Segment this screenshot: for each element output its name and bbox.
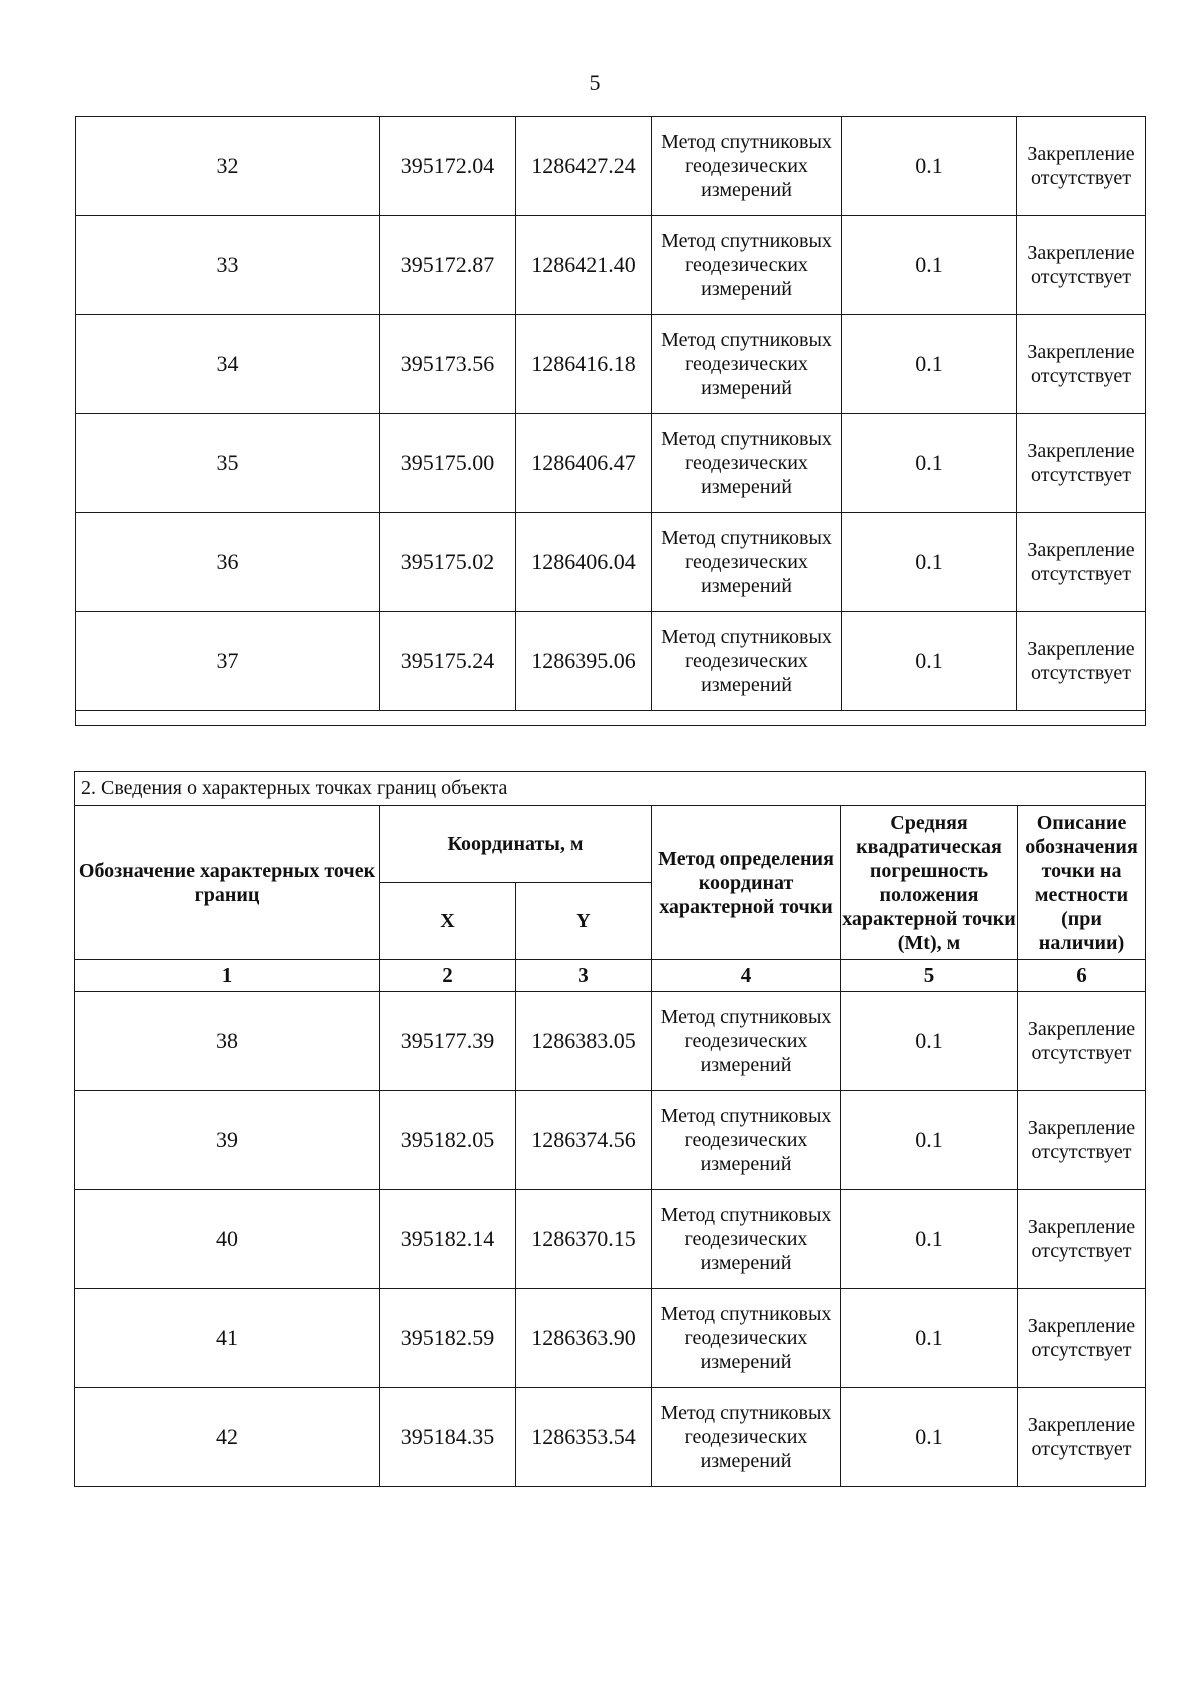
boundary-points-table (74, 771, 1146, 1487)
cell-mean-error: 0.1 (841, 1289, 1018, 1388)
cell-mean-error: 0.1 (842, 117, 1017, 216)
cell-method: Метод спутниковых геодезических измерений (652, 315, 842, 414)
cell-point-designation: 39 (75, 1091, 380, 1190)
cell-description: Закрепление отсутствует (1018, 1388, 1146, 1487)
cell-coord-x: 395172.87 (380, 216, 516, 315)
cell-coord-x: 395173.56 (380, 315, 516, 414)
cell-coord-x: 395175.02 (380, 513, 516, 612)
cell-description: Закрепление отсутствует (1017, 315, 1146, 414)
cell-mean-error: 0.1 (842, 315, 1017, 414)
cell-coord-y: 1286427.24 (516, 117, 652, 216)
cell-description: Закрепление отсутствует (1018, 1190, 1146, 1289)
cell-method: Метод спутниковых геодезических измерений (652, 1388, 841, 1487)
cell-coord-x: 395177.39 (380, 992, 516, 1091)
cell-point-designation: 32 (76, 117, 380, 216)
cell-method: Метод спутниковых геодезических измерений (652, 414, 842, 513)
cell-mean-error: 0.1 (842, 414, 1017, 513)
cell-coord-y: 1286353.54 (516, 1388, 652, 1487)
cell-point-designation: 40 (75, 1190, 380, 1289)
cell-description: Закрепление отсутствует (1017, 513, 1146, 612)
cell-method: Метод спутниковых геодезических измерений (652, 992, 841, 1091)
cell-mean-error: 0.1 (842, 216, 1017, 315)
cell-description: Закрепление отсутствует (1018, 1091, 1146, 1190)
cell-coord-x: 395175.00 (380, 414, 516, 513)
cell-coord-y: 1286421.40 (516, 216, 652, 315)
column-numbers-row (75, 960, 1146, 992)
table-row (75, 1289, 1146, 1388)
cell-coord-y: 1286406.47 (516, 414, 652, 513)
cell-coord-y: 1286374.56 (516, 1091, 652, 1190)
cell-coord-x: 395182.14 (380, 1190, 516, 1289)
cell-point-designation: 36 (76, 513, 380, 612)
cell-coord-y: 1286406.04 (516, 513, 652, 612)
column-number: 2 (380, 960, 516, 992)
cell-point-designation: 37 (76, 612, 380, 711)
table-caption: 2. Сведения о характерных точках границ объекта (75, 772, 1146, 806)
table-row (76, 414, 1146, 513)
table-row (75, 1388, 1146, 1487)
table-row (75, 1190, 1146, 1289)
cell-coord-x: 395184.35 (380, 1388, 516, 1487)
cell-description: Закрепление отсутствует (1017, 414, 1146, 513)
table-row (75, 1091, 1146, 1190)
column-number: 3 (516, 960, 652, 992)
cell-coord-y: 1286416.18 (516, 315, 652, 414)
cell-mean-error: 0.1 (841, 992, 1018, 1091)
column-number: 5 (841, 960, 1018, 992)
table-body (76, 117, 1146, 711)
cell-mean-error: 0.1 (841, 1388, 1018, 1487)
table-row (76, 315, 1146, 414)
cell-coord-x: 395172.04 (380, 117, 516, 216)
cell-coord-y: 1286363.90 (516, 1289, 652, 1388)
cell-method: Метод спутниковых геодезических измерений (652, 513, 842, 612)
cell-point-designation: 34 (76, 315, 380, 414)
table-spacer-row (76, 711, 1146, 726)
table-body (75, 992, 1146, 1487)
cell-mean-error: 0.1 (842, 513, 1017, 612)
header-mean-error: Средняя квадратическая погрешность положения характерной точки (Mt), м (841, 806, 1018, 960)
table-row (76, 513, 1146, 612)
cell-method: Метод спутниковых геодезических измерений (652, 1190, 841, 1289)
cell-point-designation: 33 (76, 216, 380, 315)
column-number: 4 (652, 960, 841, 992)
column-number: 6 (1018, 960, 1146, 992)
cell-method: Метод спутниковых геодезических измерений (652, 216, 842, 315)
table-row (76, 117, 1146, 216)
cell-method: Метод спутниковых геодезических измерений (652, 117, 842, 216)
table-row (76, 612, 1146, 711)
cell-mean-error: 0.1 (841, 1190, 1018, 1289)
header-x: X (380, 883, 516, 960)
boundary-points-table-continued (75, 116, 1146, 726)
cell-point-designation: 41 (75, 1289, 380, 1388)
cell-description: Закрепление отсутствует (1017, 117, 1146, 216)
header-method: Метод определения координат характерной точки (652, 806, 841, 960)
column-number: 1 (75, 960, 380, 992)
cell-method: Метод спутниковых геодезических измерений (652, 1091, 841, 1190)
cell-coord-x: 395182.05 (380, 1091, 516, 1190)
cell-method: Метод спутниковых геодезических измерений (652, 1289, 841, 1388)
header-row (75, 806, 1146, 883)
cell-description: Закрепление отсутствует (1017, 216, 1146, 315)
header-coordinates: Координаты, м (380, 806, 652, 883)
table-row (76, 216, 1146, 315)
cell-coord-y: 1286370.15 (516, 1190, 652, 1289)
cell-method: Метод спутниковых геодезических измерений (652, 612, 842, 711)
header-y: Y (516, 883, 652, 960)
cell-description: Закрепление отсутствует (1018, 992, 1146, 1091)
cell-coord-x: 395175.24 (380, 612, 516, 711)
cell-mean-error: 0.1 (842, 612, 1017, 711)
cell-point-designation: 35 (76, 414, 380, 513)
cell-description: Закрепление отсутствует (1017, 612, 1146, 711)
table-caption-row (75, 772, 1146, 806)
cell-description: Закрепление отсутствует (1018, 1289, 1146, 1388)
cell-coord-y: 1286383.05 (516, 992, 652, 1091)
cell-coord-x: 395182.59 (380, 1289, 516, 1388)
cell-point-designation: 42 (75, 1388, 380, 1487)
header-point-designation: Обозначение характерных точек границ (75, 806, 380, 960)
cell-point-designation: 38 (75, 992, 380, 1091)
page-number: 5 (589, 70, 601, 95)
cell-mean-error: 0.1 (841, 1091, 1018, 1190)
header-description: Описание обозначения точки на местности (при наличии) (1018, 806, 1146, 960)
cell-coord-y: 1286395.06 (516, 612, 652, 711)
table-row (75, 992, 1146, 1091)
